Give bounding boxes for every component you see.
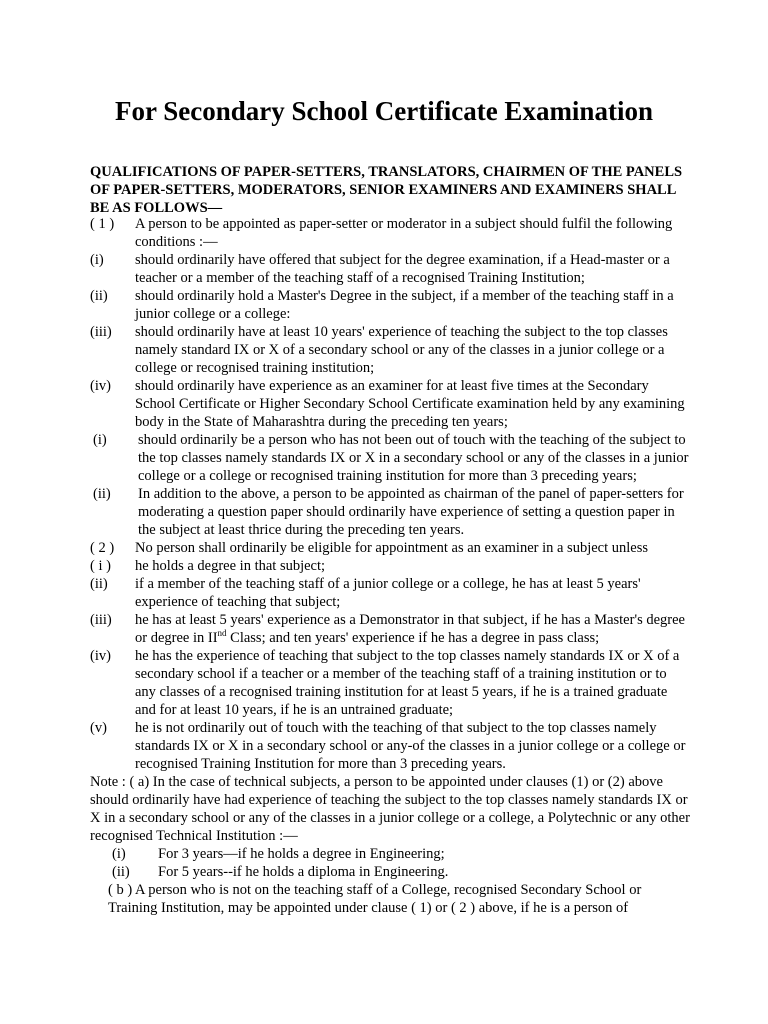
item-text-part: he has at least 5 years' experience as a Demonstrator in that subject, if he has a Master's degree or degree in II (135, 612, 685, 646)
note-list (90, 845, 690, 881)
section-heading: QUALIFICATIONS OF PAPER-SETTERS, TRANSLATORS, CHAIRMEN OF THE PANELS OF PAPER-SETTERS, MODERATORS, SENIOR EXAMINERS AND EXAMINERS SHALL BE AS FOLLOWS— (90, 164, 683, 216)
item-label: (i) (93, 432, 107, 448)
item-text: should ordinarily have offered that subject for the degree examination, if a Head-master or a teacher or a member of the teaching staff of a recognised Training Institution; (135, 252, 670, 286)
list-item (90, 539, 690, 557)
item-text (135, 611, 690, 647)
list-item (90, 485, 690, 539)
item-label: (i) (112, 846, 126, 862)
item-text-part: Class; and ten years' experience if he has a degree in pass class; (226, 630, 600, 646)
item-label: (iv) (90, 378, 111, 394)
list-item (90, 611, 690, 647)
item-label: (ii) (112, 864, 130, 880)
item-label: (iii) (90, 324, 112, 340)
item-text: For 3 years—if he holds a degree in Engineering; (158, 846, 445, 862)
list-item (90, 845, 690, 863)
item-label: (iii) (90, 612, 112, 628)
item-text: should ordinarily hold a Master's Degree in the subject, if a member of the teaching staff in a junior college or a college: (135, 288, 674, 322)
page-title: For Secondary School Certificate Examination (115, 96, 653, 126)
item-text: For 5 years--if he holds a diploma in Engineering. (158, 864, 449, 880)
item-text: he holds a degree in that subject; (135, 558, 326, 574)
item-label: (ii) (90, 288, 108, 304)
note-paragraph: Note : ( a) In the case of technical subjects, a person to be appointed under clauses (1) or (2) above should ordinarily have had experience of teaching the subject to the top classes namely standards IX or X in a secondary school or any of the classes in a junior college or a college, a Polytechnic or any other recognised Technical Institution :— (90, 774, 690, 844)
list-item (90, 647, 690, 719)
list-item (90, 215, 690, 251)
note-b-paragraph: ( b ) A person who is not on the teaching staff of a College, recognised Secondary School or Training Institution, may be appointed under clause ( 1) or ( 2 ) above, if he is a person of (108, 882, 642, 916)
item-text: No person shall ordinarily be eligible for appointment as an examiner in a subject unless (135, 540, 649, 556)
list-item (90, 557, 690, 575)
list-item (90, 863, 690, 881)
item-text: he has the experience of teaching that subject to the top classes namely standards IX or X of a secondary school if a teacher or a member of the teaching staff of a training institution or to any classes of a recognised training institution for at least 5 years, if he is a trained graduate and for at least 10 years, if he is an untrained graduate; (135, 648, 680, 718)
item-text: should ordinarily be a person who has not been out of touch with the teaching of the subject to the top classes namely standards IX or X in a secondary school or any of the classes in a junior college or a college or recognised training institution for more than 3 preceding years; (138, 432, 689, 484)
ordinal-superscript: nd (217, 628, 227, 639)
item-label: (iv) (90, 648, 111, 664)
item-label: (v) (90, 720, 107, 736)
item-text: if a member of the teaching staff of a junior college or a college, he has at least 5 years' experience of teaching that subject; (135, 576, 641, 610)
item-text: he is not ordinarily out of touch with the teaching of that subject to the top classes namely standards IX or X in a secondary school or any-of the classes in a junior college or a college or recognised Training Institution for more than 3 preceding years. (135, 720, 686, 772)
list-item (90, 575, 690, 611)
item-label: ( 1 ) (90, 216, 115, 232)
item-label: ( 2 ) (90, 540, 115, 556)
list-item (90, 431, 690, 485)
list-item (90, 377, 690, 431)
qualification-list (90, 215, 690, 611)
item-label: (ii) (90, 576, 108, 592)
list-item (90, 323, 690, 377)
list-item (90, 719, 690, 773)
item-text: In addition to the above, a person to be appointed as chairman of the panel of paper-setters for moderating a question paper should ordinarily have experience of setting a question paper in the subject at least thrice during the preceding ten years. (138, 486, 684, 538)
item-label: (i) (90, 252, 104, 268)
list-item (90, 251, 690, 287)
item-label: ( i ) (90, 558, 111, 574)
list-item (90, 287, 690, 323)
document-body (90, 215, 690, 917)
item-label: (ii) (93, 486, 111, 502)
item-text: should ordinarily have at least 10 years' experience of teaching the subject to the top classes namely standard IX or X of a secondary school or any of the classes in a junior college or a college or recognised training institution; (135, 324, 668, 376)
qualification-list-continued (90, 647, 690, 773)
item-text: should ordinarily have experience as an examiner for at least five times at the Secondary School Certificate or Higher Secondary School Certificate examination held by any examining body in the State of Maharashtra during the preceding ten years; (135, 378, 685, 430)
item-text: A person to be appointed as paper-setter or moderator in a subject should fulfil the following conditions :— (135, 216, 673, 250)
